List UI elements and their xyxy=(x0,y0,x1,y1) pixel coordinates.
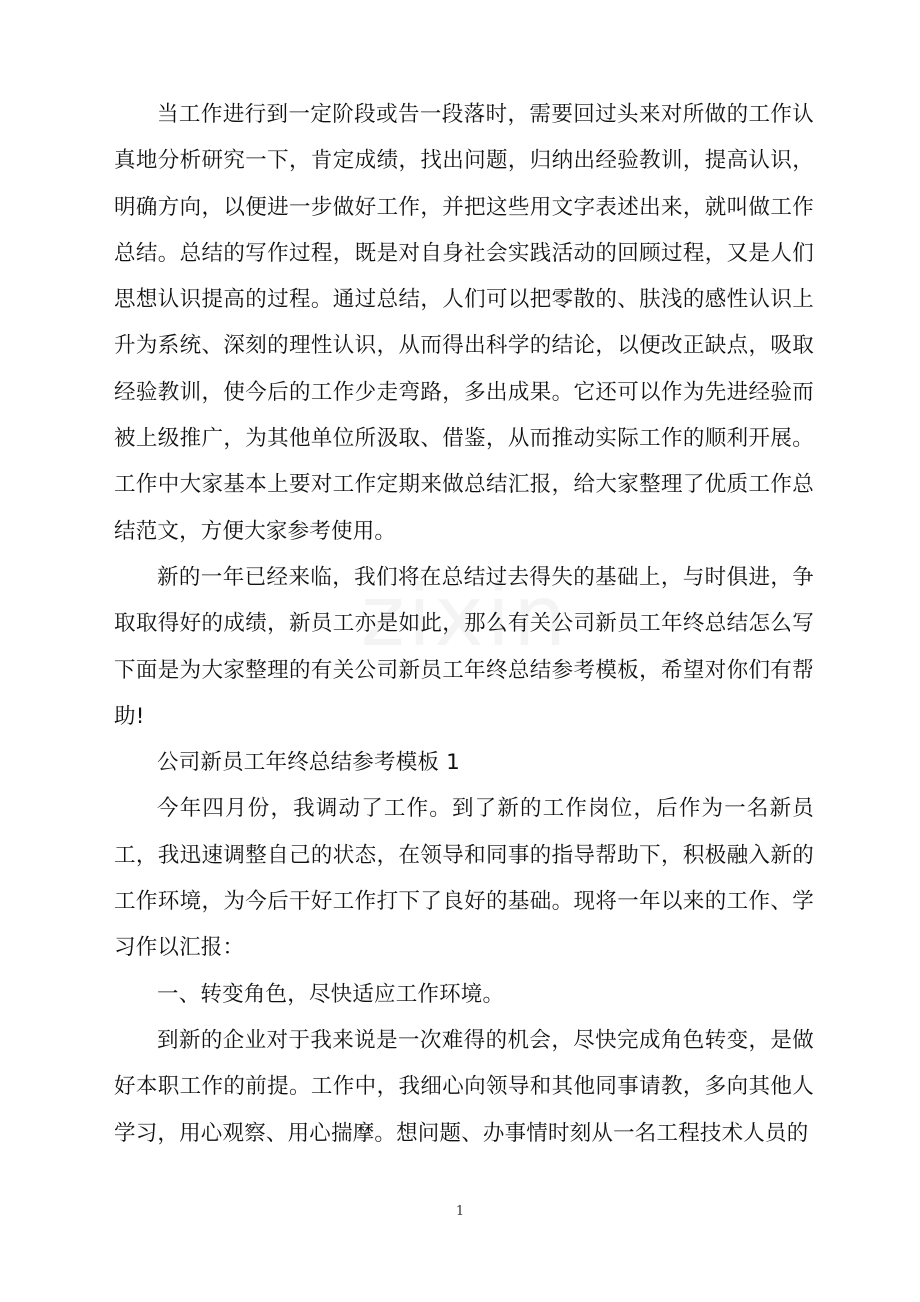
paragraph-intro: 当工作进行到一定阶段或告一段落时，需要回过头来对所做的工作认真地分析研究一下，肯定成绩，找出问题，归纳出经验教训，提高认识，明确方向，以便进一步做好工作，并把这些用文字表述出来，就叫做工作总结。总结的写作过程，既是对自身社会实践活动的回顾过程，又是人们思想认识提高的过程。通过总结，人们可以把零散的、肤浅的感性认识上升为系统、深刻的理性认识，从而得出科学的结论，以便改正缺点，吸取经验教训，使今后的工作少走弯路，多出成果。它还可以作为先进经验而被上级推广，为其他单位所汲取、借鉴，从而推动实际工作的顺利开展。工作中大家基本上要对工作定期来做总结汇报，给大家整理了优质工作总结范文，方便大家参考使用。 xyxy=(114,102,814,544)
subheading-role-change: 一、转变角色，尽快适应工作环境。 xyxy=(157,981,505,1007)
paragraph-new-company: 到新的企业对于我来说是一次难得的机会，尽快完成角色转变，是做好本职工作的前提。工作中，我细心向领导和其他同事请教，多向其他人学习，用心观察、用心揣摩。想问题、办事情时刻从一名工程技术人员的 xyxy=(114,1027,814,1146)
document-body xyxy=(114,92,814,1157)
paragraph-april: 今年四月份，我调动了工作。到了新的工作岗位，后作为一名新员工，我迅速调整自己的状态，在领导和同事的指导帮助下，积极融入新的工作环境，为今后干好工作打下了良好的基础。现将一年以来的工作、学习作以汇报： xyxy=(114,796,814,961)
page-number: 1 xyxy=(455,1204,465,1219)
section-heading: 公司新员工年终总结参考模板 1 xyxy=(157,750,461,776)
paragraph-new-year: 新的一年已经来临，我们将在总结过去得失的基础上，与时俱进，争取取得好的成绩，新员工亦是如此，那么有关公司新员工年终总结怎么写下面是为大家整理的有关公司新员工年终总结参考模板，希望对你们有帮助! xyxy=(114,564,814,729)
